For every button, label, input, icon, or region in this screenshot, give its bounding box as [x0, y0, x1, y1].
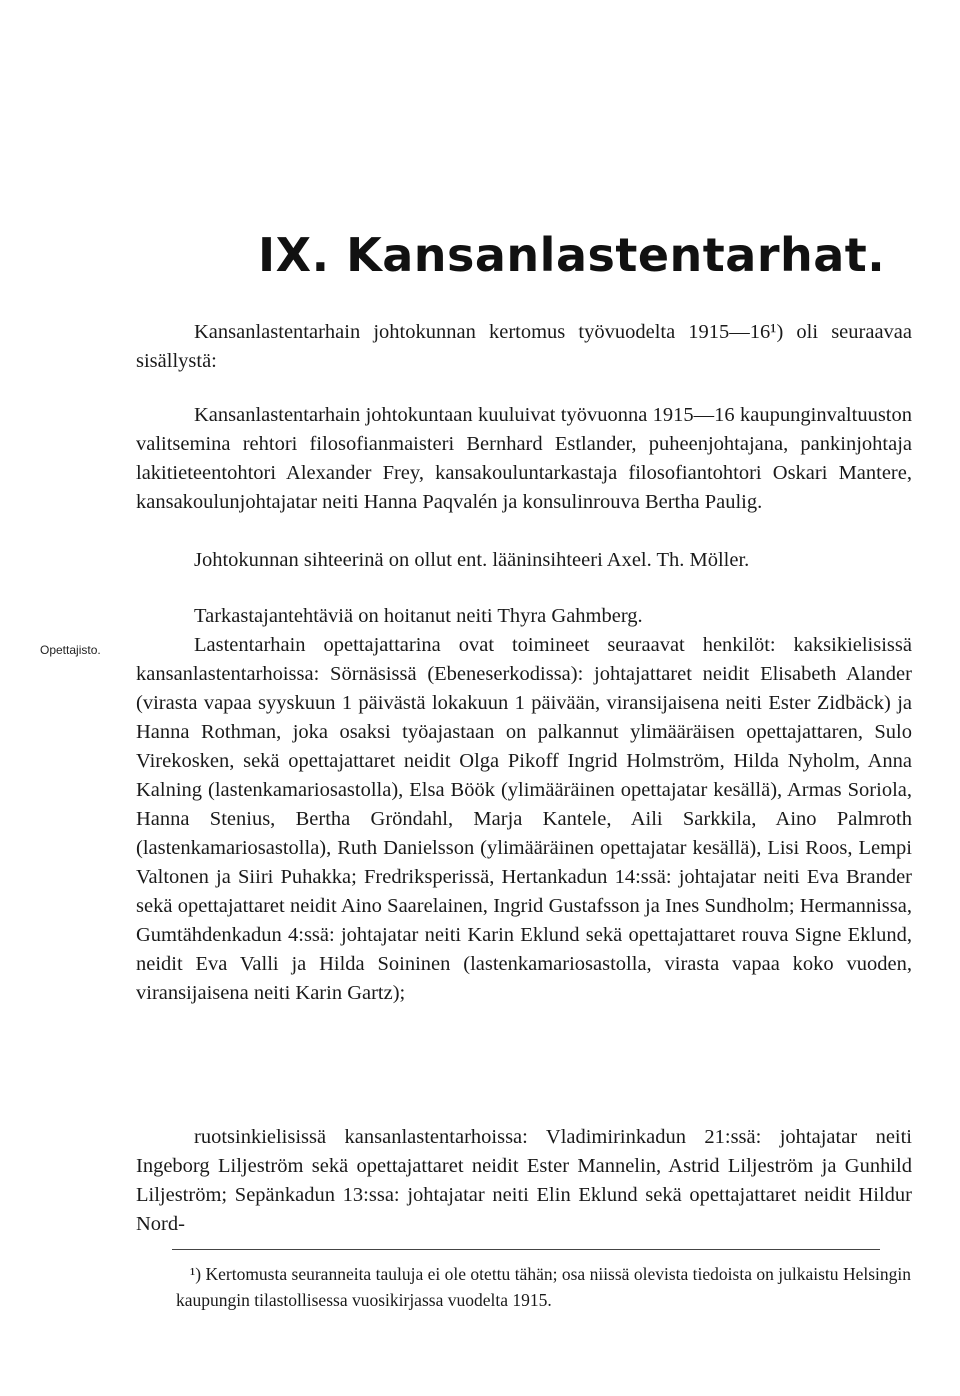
- paragraph-swedish-kindergartens: ruotsinkielisissä kansanlastentarhoissa: Vladimirinkadun 21:ssä: johtajatar neiti Ingeborg Liljeström sekä opettajattaret neidit Ester Mannelin, Astrid Liljeström ja Gunhild Liljeström; Sepänkadun 13:ssa: johtajatar neiti Elin Eklund sekä opettajattaret neidit Hildur Nord-: [136, 1126, 912, 1235]
- footnote-divider: [172, 1249, 880, 1250]
- footnote: ¹) Kertomusta seuranneita tauluja ei ole otettu tähän; osa niissä olevista tiedoista on julkaistu Helsingin kaupungin tilastollisessa vuosikirjassa vuodelta 1915.: [176, 1264, 911, 1310]
- paragraph-board-members: Kansanlastentarhain johtokuntaan kuuluivat työvuonna 1915—16 kaupunginvaltuuston valitsemina rehtori filosofianmaisteri Bernhard Estlander, puheenjohtajana, pankinjohtaja lakitieteentohtori Alexander Frey, kansakouluntarkastaja filosofiantohtori Oskari Mantere, kansakoulunjohtajatar neiti Hanna Paqvalén ja konsulinrouva Bertha Paulig.: [136, 404, 912, 513]
- paragraph-inspector: Tarkastajantehtäviä on hoitanut neiti Thyra Gahmberg.: [194, 605, 643, 627]
- chapter-title: IX. Kansanlastentarhat.: [258, 228, 886, 282]
- paragraph-teachers: Lastentarhain opettajattarina ovat toimineet seuraavat henkilöt: kaksikielisissä kansanlastentarhoissa: Sörnäsissä (Ebeneserkodissa): johtajattaret neidit Elisabeth Alander (virasta vapaa syyskuun 1 päivästä lokakuun 1 päivään, viransijaisena neiti Ester Zidbäck) ja Hanna Rothman, joka osaksi työajastaan on palkannut ylimääräisen opettajattaren, Sulo Virekosken, sekä opettajattaret neidit Olga Pikoff Ingrid Holmström, Hilda Nyholm, Anna Kalning (lastenkamariosastolla), Elsa Böök (ylimääräinen opettajatar kesällä), Armas Soriola, Hanna Stenius, Bertha Gröndahl, Marja Kantele, Aili Sarkkila, Aino Palmroth (lastenkamariosastolla), Ruth Danielsson (ylimääräinen opettajatar kesällä), Lisi Roos, Lempi Valtonen ja Siiri Puhakka; Fredriksperissä, Hertankadun 14:ssä: johtajatar neiti Eva Brander sekä opettajattaret neidit Aino Saarelainen, Ingrid Gustafsson ja Ines Sundholm; Hermannissa, Gumtähdenkadun 4:ssä: johtajatar neiti Karin Eklund sekä opettajattaret rouva Signe Eklund, neidit Eva Valli ja Hilda Soininen (lastenkamariosastolla, virasta vapaa koko vuoden, viransijaisena neiti Karin Gartz);: [136, 634, 912, 1004]
- paragraph-intro: Kansanlastentarhain johtokunnan kertomus työvuodelta 1915—16¹) oli seuraavaa sisällystä:: [136, 321, 912, 372]
- paragraph-secretary: Johtokunnan sihteerinä on ollut ent. lääninsihteeri Axel. Th. Möller.: [194, 549, 750, 571]
- margin-note: Opettajisto.: [40, 643, 101, 657]
